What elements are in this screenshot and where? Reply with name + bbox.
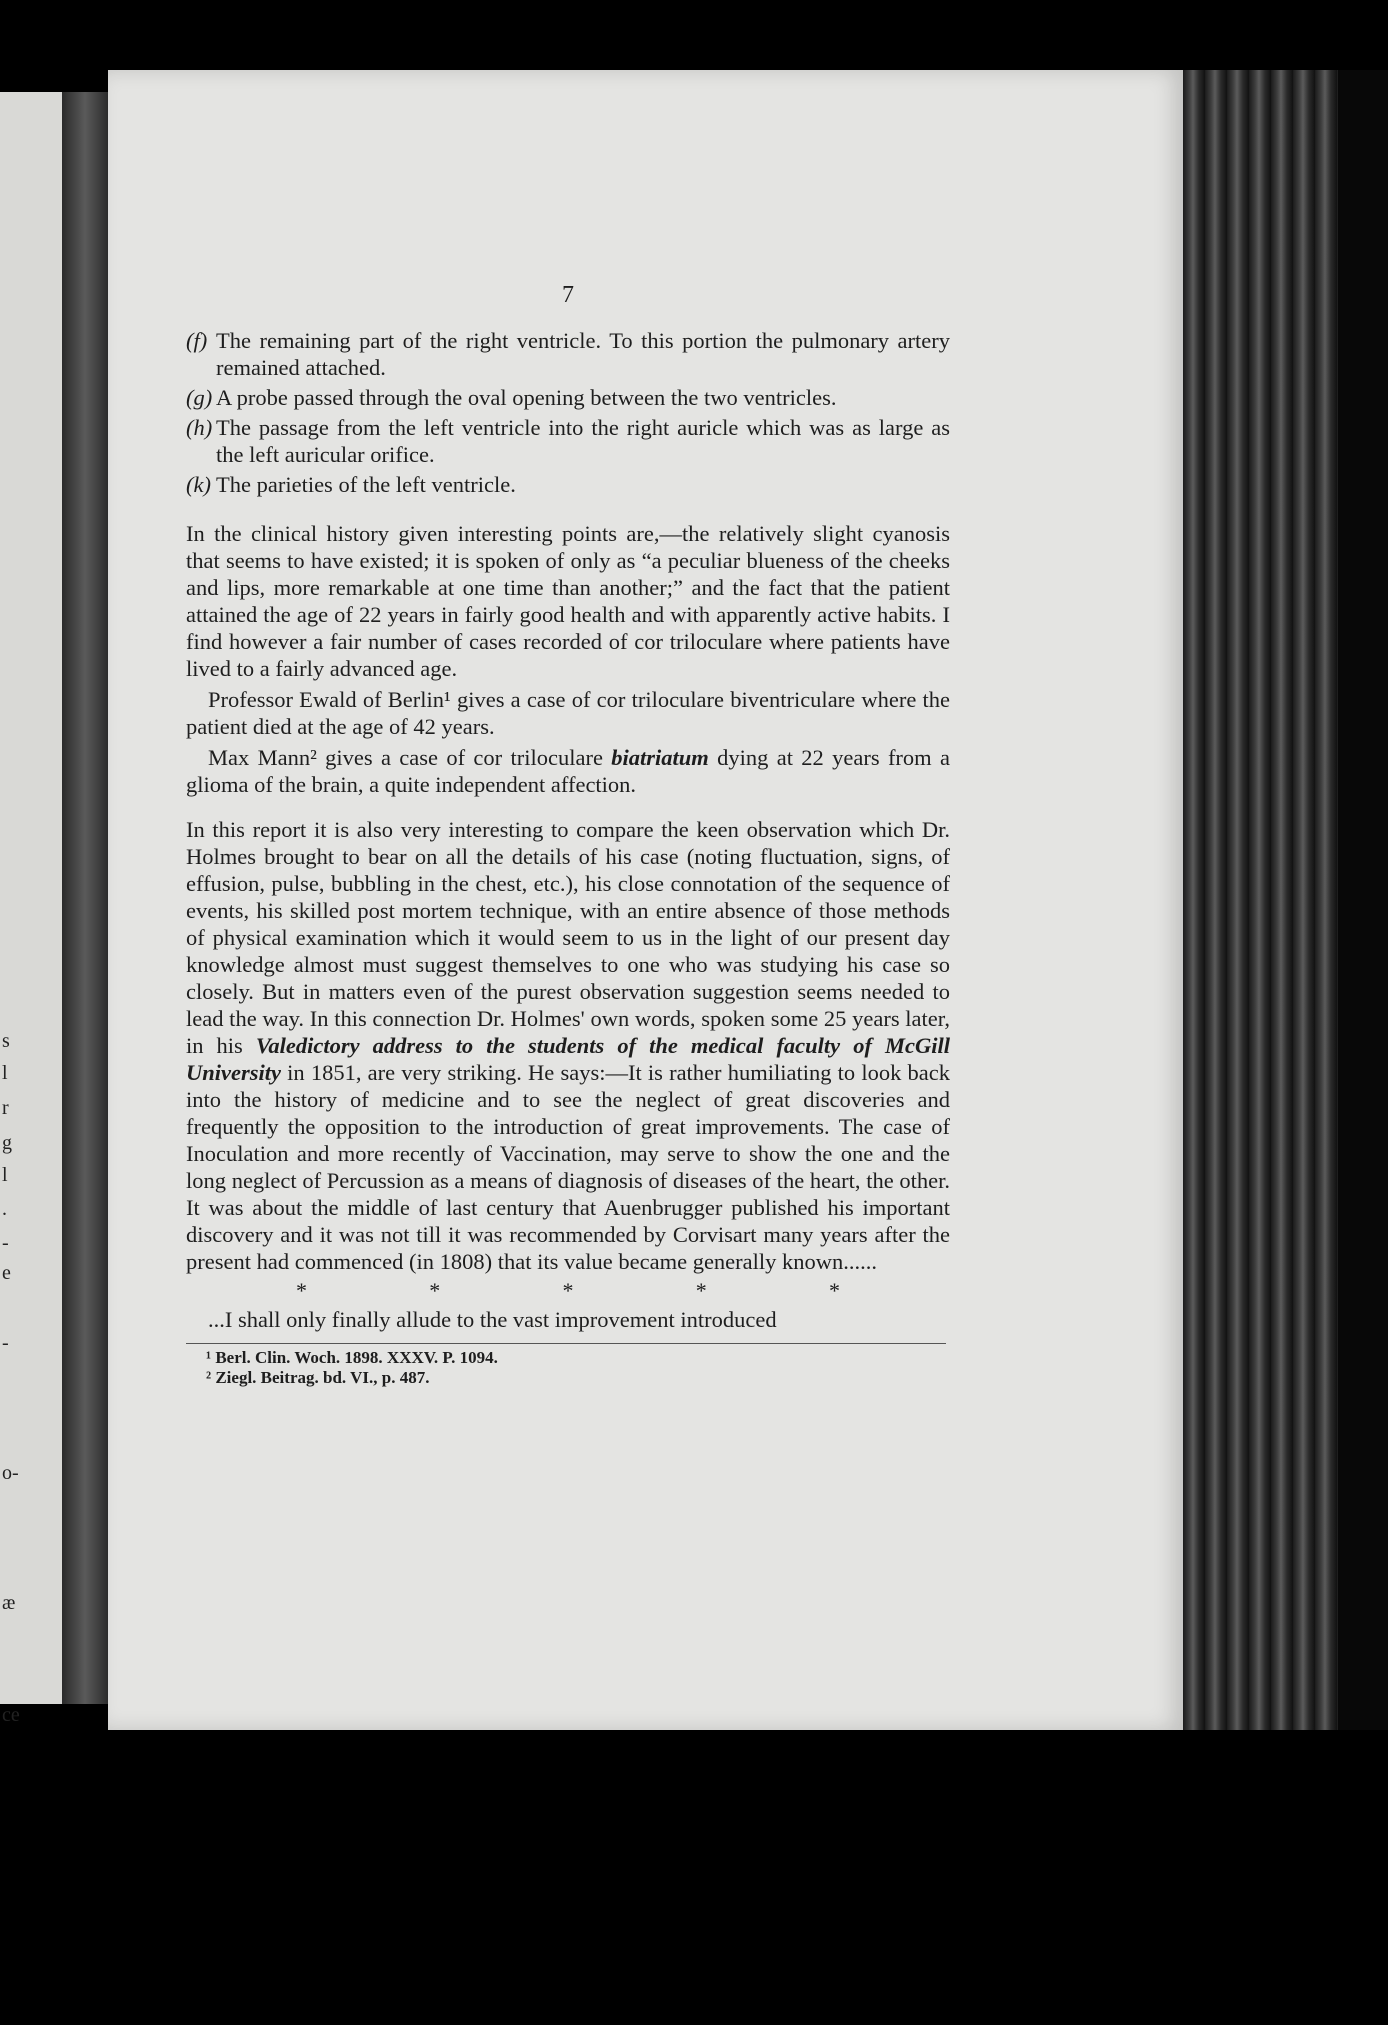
background-edge: [1338, 70, 1388, 1730]
margin-char: g: [2, 1132, 12, 1154]
list-item: [186, 384, 950, 411]
margin-char: e: [2, 1262, 11, 1284]
paragraph-ewald: Professor Ewald of Berlin¹ gives a case of cor triloculare biventriculare where the patient died at the age of 42 years.: [186, 687, 950, 739]
page-number: 7: [562, 282, 574, 308]
margin-char: o-: [2, 1462, 19, 1484]
margin-char: l: [2, 1062, 8, 1084]
emphasis-text: biatriatum: [611, 745, 709, 770]
list-item: [186, 327, 950, 381]
item-text: The parieties of the left ventricle.: [216, 472, 516, 497]
book-gutter: [62, 92, 108, 1704]
asterisk: *: [562, 1278, 574, 1303]
paragraph-mann: [186, 744, 950, 798]
item-text: A probe passed through the oval opening between the two ventricles.: [216, 385, 837, 410]
margin-char: l: [2, 1164, 8, 1186]
footnote-1: ¹ Berl. Clin. Woch. 1898. XXXV. P. 1094.: [206, 1348, 498, 1367]
asterisk: *: [429, 1278, 441, 1303]
margin-char: -: [2, 1232, 9, 1254]
margin-char: ce: [2, 1704, 20, 1726]
asterisk: *: [695, 1278, 707, 1303]
paragraph-holmes: [186, 816, 950, 1275]
footnote-divider: [186, 1343, 946, 1344]
item-label: (h): [186, 415, 213, 440]
item-text: The passage from the left ventricle into the right auricle which was as large as the left auricular orifice.: [216, 415, 950, 467]
footnote-2: ² Ziegl. Beitrag. bd. VI., p. 487.: [206, 1368, 430, 1387]
page-text: [186, 282, 950, 1388]
margin-char: .: [2, 1198, 7, 1220]
text-run: in 1851, are very striking. He says:—It is rather humiliating to look back into the history of medicine and to see the neglect of great discoveries and frequently the opposition to the introduction of great improvements. The case of Inoculation and more recently of Vaccination, may serve to show the one and the long neglect of Percussion as a means of diagnosis of diseases of the heart, the other. It was about the middle of last century that Auenbrugger published his important discovery and it was not till it was recommended by Corvisart many years after the present had commenced (in 1808) that its value became generally known......: [186, 1060, 950, 1274]
item-text: The remaining part of the right ventricle. To this portion the pulmonary artery remained attached.: [216, 328, 950, 380]
facing-page-edge: [0, 92, 62, 1726]
book-spine: [1183, 70, 1338, 1730]
text-run: Max Mann² gives a case of cor triloculare: [208, 745, 612, 770]
asterisk: *: [296, 1278, 307, 1303]
margin-char: r: [2, 1097, 9, 1119]
item-label: (f): [186, 328, 208, 353]
paragraph-final: ...I shall only finally allude to the vast improvement introduced: [208, 1307, 777, 1332]
list-item: [186, 414, 950, 468]
item-label: (k): [186, 472, 211, 497]
asterisk: *: [829, 1278, 840, 1303]
margin-char: -: [2, 1332, 9, 1354]
margin-char: æ: [2, 1592, 16, 1614]
paragraph-clinical-history: In the clinical history given interesting points are,—the relatively slight cyanosis that seems to have existed; it is spoken of only as “a peculiar blueness of the cheeks and lips, more remarkable at one time than another;” and the fact that the patient attained the age of 22 years in fairly good health and with apparently active habits. I find however a fair number of cases recorded of cor triloculare where patients have lived to a fairly advanced age.: [186, 521, 950, 681]
emphasis-text: Valedictory address to the students of the medical faculty of McGill University: [186, 1033, 950, 1085]
section-break: [186, 1277, 950, 1304]
text-run: In this report it is also very interesting to compare the keen observation which Dr. Holmes brought to bear on all the details of his case (noting fluctuation, signs, of effusion, pulse, bubbling in the chest, etc.), his close connotation of the sequence of events, his skilled post mortem technique, with an entire absence of those methods of physical examination which it would seem to us in the light of our present day knowledge almost must suggest themselves to one who was studying his case so closely. But in matters even of the purest observation suggestion seems needed to lead the way. In this connection Dr. Holmes' own words, spoken some 25 years later, in his: [186, 817, 950, 1058]
list-item: [186, 471, 950, 498]
text-run: dying at 22 years from a glioma of the brain, a quite independent affection.: [186, 745, 950, 797]
item-label: (g): [186, 385, 213, 410]
margin-char: s: [2, 1030, 10, 1052]
